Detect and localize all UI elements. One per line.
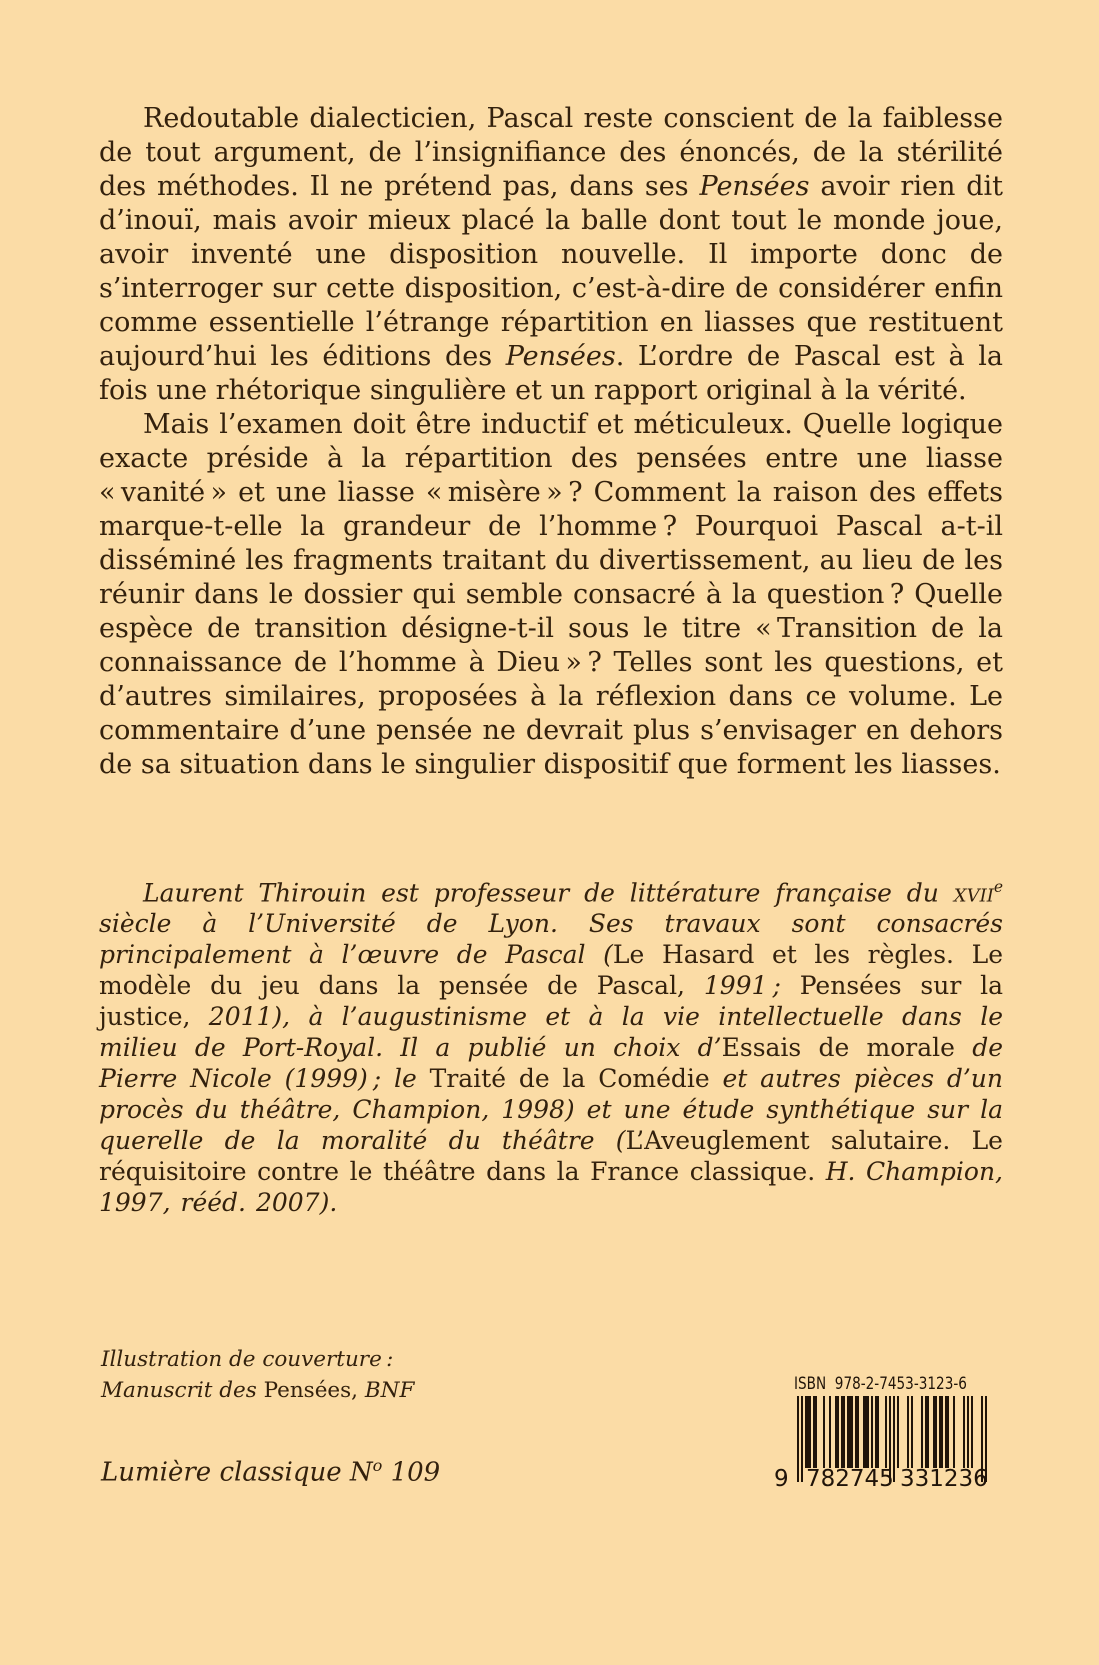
isbn-label: ISBN 978-2-7453-3123-6	[794, 1374, 967, 1394]
collection-label: Lumière classique $N^o$ 109	[101, 1456, 441, 1488]
blurb	[99, 102, 1003, 782]
author-bio-paragraph: Laurent Thirouin est professeur de littérature française du xvii$^e$ siècle à l’Université de Lyon. Ses travaux sont consacrés principalement à l’œuvre de Pascal (Le Hasard et les règles. Le modèle du jeu dans la pensée de Pascal, 1991 ; Pensées sur la justice, 2011), à l’augustinisme et à la vie intellectuelle dans le milieu de Port-Royal. Il a publié un choix d’Essais de morale de Pierre Nicole (1999) ; le Traité de la Comédie et autres pièces d’un procès du théâtre, Champion, 1998) et une étude synthétique sur la querelle de la moralité du théâtre (L’Aveuglement salutaire. Le réquisitoire contre le théâtre dans la France classique. H. Champion, 1997, rééd. 2007).	[99, 878, 1004, 1218]
author-bio	[99, 872, 1003, 1218]
blurb-paragraph-1: Redoutable dialecticien, Pascal reste conscient de la faiblesse de tout argument, de l’insignifiance des énoncés, de la stérilité des méthodes. Il ne prétend pas, dans ses Pensées avoir rien dit d’inouï, mais avoir mieux placé la balle dont tout le monde joue, avoir inventé une disposition nouvelle. Il importe donc de s’interroger sur cette disposition, c’est-à-dire de considérer enfin comme essentielle l’étrange répartition en liasses que restituent aujourd’hui les éditions des Pensées. L’ordre de Pascal est à la fois une rhétorique singulière et un rapport original à la vérité.	[99, 103, 1003, 406]
cover-credit	[101, 1344, 414, 1406]
ean-digit-group-left: 782745	[806, 1466, 894, 1492]
isbn-barcode-block	[770, 1374, 1000, 1504]
cover-credit-line-2: Manuscrit des Pensées, BNF	[101, 1378, 415, 1403]
blurb-paragraph-2: Mais l’examen doit être inductif et méticuleux. Quelle logique exacte préside à la répartition des pensées entre une liasse « vanité » et une liasse « misère » ? Comment la raison des effets marque-t-elle la grandeur de l’homme ? Pourquoi Pascal a-t-il disséminé les fragments traitant du divertissement, au lieu de les réunir dans le dossier qui semble consacré à la question ? Quelle espèce de transition désigne-t-il sous le titre « Transition de la connaissance de l’homme à Dieu » ? Telles sont les questions, et d’autres similaires, proposées à la réflexion dans ce volume. Le commentaire d’une pensée ne devrait plus s’envisager en dehors de sa situation dans le singulier dispositif que forment les liasses.	[99, 409, 1003, 780]
ean-digit-group-right: 331236	[900, 1466, 988, 1492]
cover-credit-line-1: Illustration de couverture :	[101, 1347, 394, 1372]
ean-digit-first: 9	[774, 1466, 789, 1492]
